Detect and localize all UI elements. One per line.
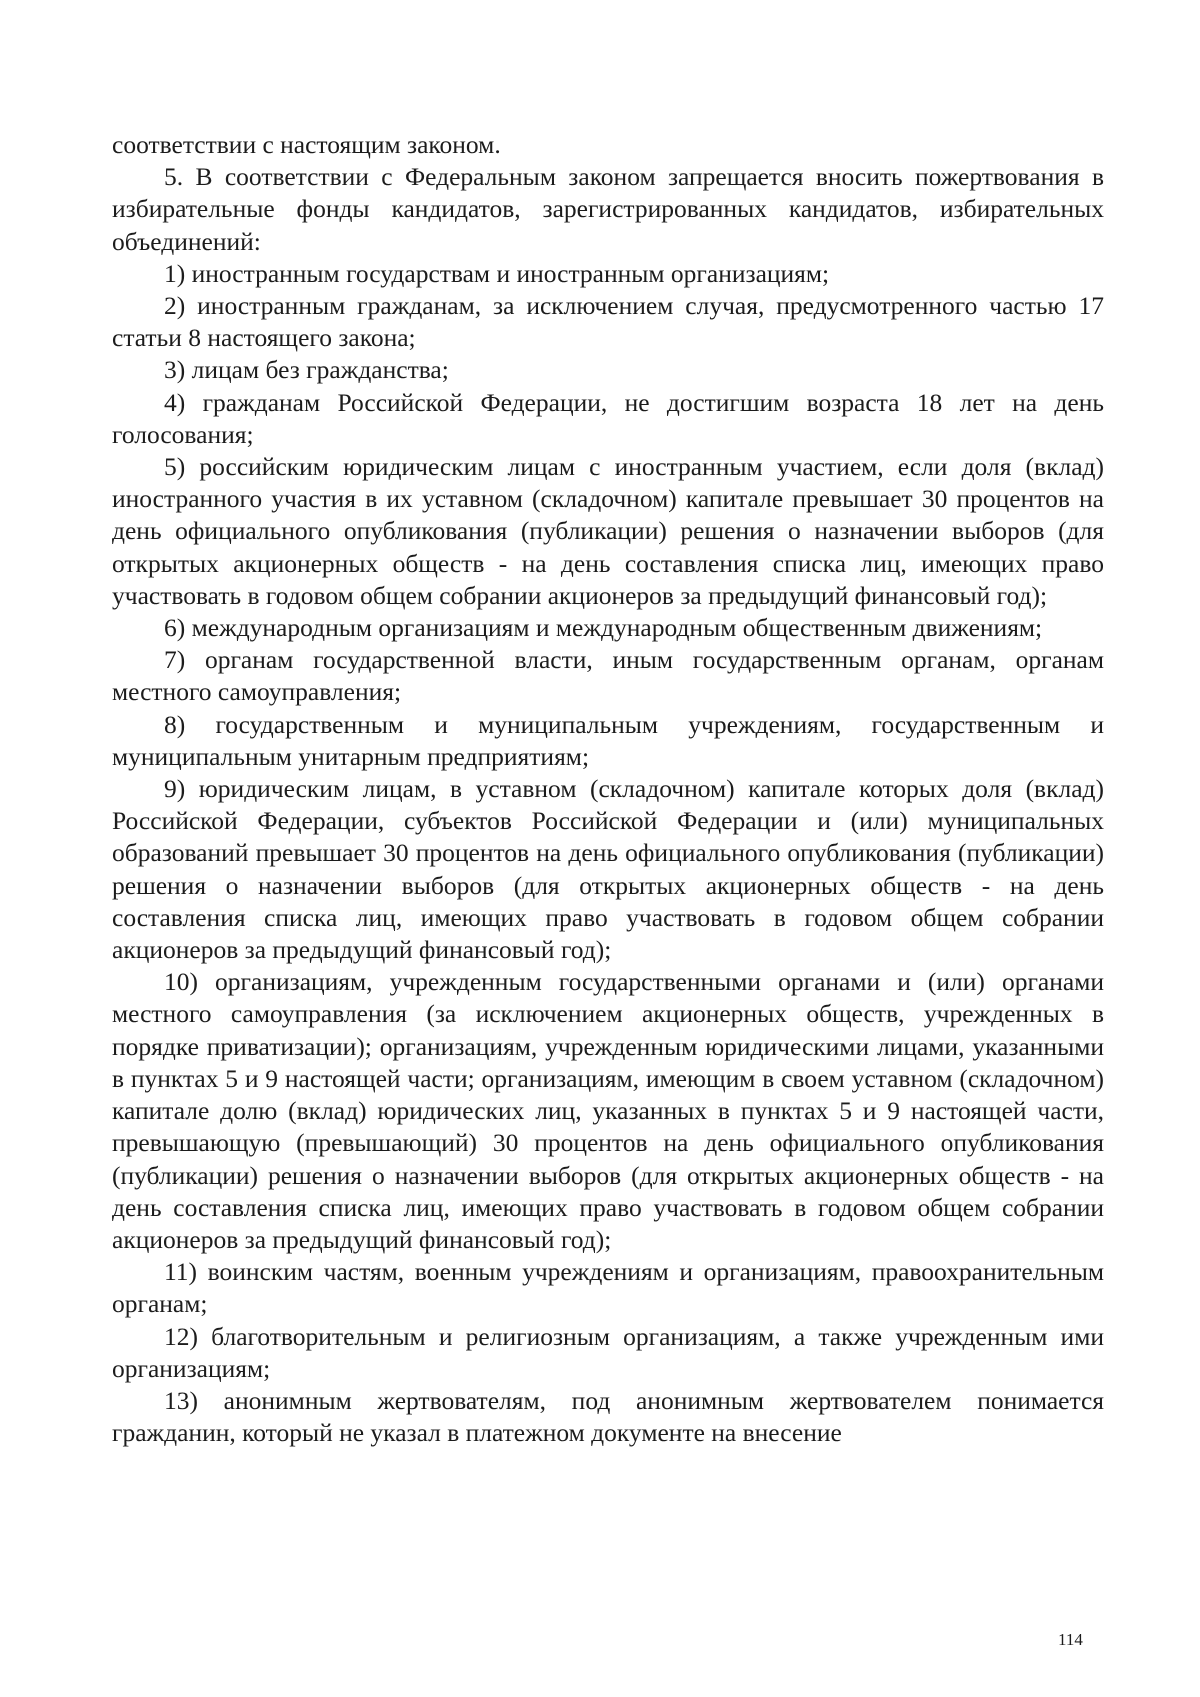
list-item-3: 3) лицам без гражданства;	[164, 355, 449, 385]
list-item-12: 12) благотворительным и религиозным организациям, а также учрежденным ими организациям;	[112, 1321, 1104, 1383]
list-item-2: 2) иностранным гражданам, за исключением случая, предусмотренного частью 17 статьи 8 настоящего закона;	[112, 291, 1104, 353]
list-item-4: 4) гражданам Российской Федерации, не достигшим возраста 18 лет на день голосования;	[112, 387, 1104, 449]
list-item-11: 11) воинским частям, военным учреждениям и организациям, правоохранительным органам;	[112, 1257, 1104, 1319]
list-item-13: 13) анонимным жертвователям, под анонимным жертвователем понимается гражданин, который не указал в платежном документе на внесение	[112, 1385, 1104, 1448]
list-item-7: 7) органам государственной власти, иным государственным органам, органам местного самоуправления;	[112, 645, 1104, 707]
paragraph-item-5-intro: 5. В соответствии с Федеральным законом запрещается вносить пожертвования в избирательные фонды кандидатов, зарегистрированных кандидатов, избирательных объединений:	[112, 162, 1104, 256]
list-item-10: 10) организациям, учрежденным государственными органами и (или) органами местного самоуправления (за исключением акционерных обществ, учрежденных в порядке приватизации); организациям, учрежденным юридическими лицами, указанными в пунктах 5 и 9 настоящей части; организациям, имеющим в своем уставном (складочном) капитале долю (вклад) юридических лиц, указанных в пунктах 5 и 9 настоящей части, превышающую (превышающий) 30 процентов на день официального опубликования (публикации) решения о назначении выборов (для открытых акционерных обществ - на день составления списка лиц, имеющих право участвовать в годовом общем собрании акционеров за предыдущий финансовый год);	[112, 967, 1104, 1254]
list-item-8: 8) государственным и муниципальным учреждениям, государственным и муниципальным унитарным предприятиям;	[112, 709, 1104, 771]
page-number: 114	[1058, 1630, 1083, 1649]
paragraph-continuation: соответствии с настоящим законом.	[112, 130, 501, 159]
list-item-1: 1) иностранным государствам и иностранным организациям;	[164, 258, 830, 288]
list-item-9: 9) юридическим лицам, в уставном (складочном) капитале которых доля (вклад) Российской Федерации, субъектов Российской Федерации и (или) муниципальных образований превышает 30 процентов на день официального опубликования (публикации) решения о назначении выборов (для открытых акционерных обществ - на день составления списка лиц, имеющих право участвовать в годовом общем собрании акционеров за предыдущий финансовый год);	[112, 774, 1104, 965]
list-item-5: 5) российским юридическим лицам с иностранным участием, если доля (вклад) иностранного участия в их уставном (складочном) капитале превышает 30 процентов на день официального опубликования (публикации) решения о назначении выборов (для открытых акционерных обществ - на день составления списка лиц, имеющих право участвовать в годовом общем собрании акционеров за предыдущий финансовый год);	[112, 452, 1104, 610]
list-item-6: 6) международным организациям и международным общественным движениям;	[164, 613, 1043, 643]
document-body	[112, 129, 1104, 1449]
